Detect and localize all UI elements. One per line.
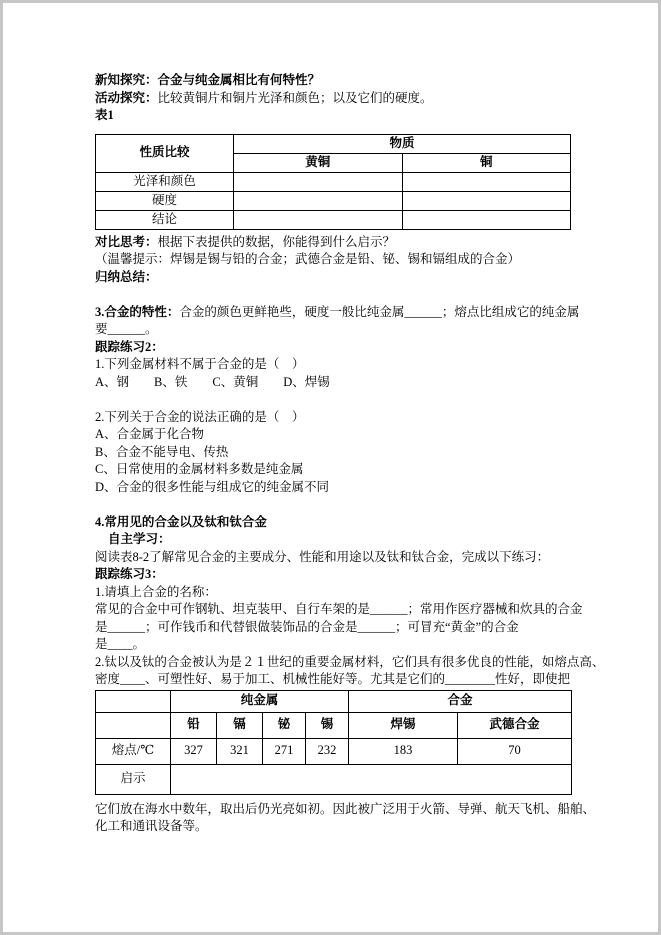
question-1-options: A、钢 B、铁 C、黄铜 D、焊锡 (95, 374, 330, 389)
summary-heading: 归纳总结： (95, 269, 158, 284)
empty-cell (96, 690, 171, 712)
table-property-compare (95, 134, 571, 230)
paragraph-alloy-feature-line2: 要______。 (95, 322, 158, 336)
new-knowledge-label: 新知探究： (95, 73, 158, 87)
blank-line (95, 496, 575, 514)
empty-cell (402, 210, 571, 229)
question-2-option-a: A、合金属于化合物 (95, 427, 205, 441)
empty-cell (171, 764, 572, 794)
empty-cell (402, 191, 571, 210)
practice3-heading: 跟踪练习3： (95, 567, 164, 581)
table2-group-alloy: 合金 (349, 690, 572, 712)
paragraph-reading: 阅读表8-2了解常见合金的主要成分、性能和用途以及钛和钛合金，完成以下练习： (95, 549, 550, 564)
table2-col-bismuth: 铋 (263, 712, 306, 738)
empty-cell (234, 191, 403, 210)
paragraph-activity (95, 90, 575, 108)
paragraph-hint: （温馨提示：焊锡是锡与铅的合金；武德合金是铅、铋、锡和镉组成的合金） (95, 252, 521, 266)
question-2-option-b: B、合金不能导电、传热 (95, 444, 229, 459)
table2-col-woods-alloy: 武德合金 (458, 712, 572, 738)
paragraph-compare-think (95, 234, 575, 252)
table1-row-label-luster: 光泽和颜色 (96, 172, 234, 191)
melting-value-bismuth: 271 (263, 738, 306, 764)
table2-row-label-insight: 启示 (96, 764, 171, 794)
paragraph-new-knowledge (95, 72, 575, 90)
table2-col-tin: 锡 (306, 712, 349, 738)
table-melting-points (95, 690, 572, 795)
table1-caption: 表1 (95, 108, 114, 122)
table-row (96, 191, 571, 210)
blank-line (95, 391, 575, 409)
document-body (95, 72, 605, 836)
tail-line1: 它们放在海水中数年，取出后仍光亮如初。因此被广泛用于火箭、导弹、航天飞机、船舶、 (95, 801, 596, 816)
melting-value-solder: 183 (349, 738, 458, 764)
table-row (96, 210, 571, 229)
empty-cell (234, 210, 403, 229)
fill-in-line2: 是______；可作钱币和代替银做装饰品的合金是______；可冒充“黄金”的合金 (95, 619, 519, 634)
compare-think-label: 对比思考： (95, 234, 158, 249)
alloy-feature-text1: 合金的颜色更鲜艳些，硬度一般比纯金属______；熔点比组成它的纯金属 (179, 304, 580, 319)
question-2-option-c: C、日常使用的金属材料多数是纯金属 (95, 462, 304, 476)
fill-in-line1: 常见的合金中可作钢轨、坦克装甲、自行车架的是______；常用作医疗器械和炊具的合金 (95, 602, 583, 616)
question-2-option-d: D、合金的很多性能与组成它的纯金属不同 (95, 479, 330, 494)
melting-value-lead: 327 (171, 738, 217, 764)
new-knowledge-text: 合金与纯金属相比有何特性？ (157, 73, 321, 87)
table2-row-label-melting: 熔点/℃ (96, 738, 171, 764)
self-study-heading: 自主学习： (108, 532, 171, 546)
table2-col-cadmium: 镉 (217, 712, 263, 738)
alloy-feature-label: 3.合金的特性： (95, 304, 180, 319)
fill-in-title: 1.请填上合金的名称： (95, 584, 217, 599)
titanium-line1: 2.钛以及钛的合金被认为是２１世纪的重要金属材料，它们具有很多优良的性能，如熔点高、 (95, 654, 605, 669)
paragraph-alloy-feature-line1 (95, 304, 580, 322)
table-row (96, 764, 572, 794)
table2-group-pure-metal: 纯金属 (171, 690, 349, 712)
table2-col-solder: 焊锡 (349, 712, 458, 738)
blank-line (95, 286, 575, 304)
activity-text: 比较黄铜片和铜片光泽和颜色；以及它们的硬度。 (157, 90, 433, 105)
melting-value-cadmium: 321 (217, 738, 263, 764)
table2-col-lead: 铅 (171, 712, 217, 738)
empty-cell (234, 172, 403, 191)
compare-think-text: 根据下表提供的数据，你能得到什么启示？ (157, 234, 396, 249)
table1-corner-cell: 性质比较 (96, 134, 234, 172)
practice2-heading: 跟踪练习2： (95, 339, 164, 354)
question-2: 2.下列关于合金的说法正确的是（ ） (95, 409, 305, 424)
melting-value-woods-alloy: 70 (458, 738, 572, 764)
table1-row-label-conclusion: 结论 (96, 210, 234, 229)
activity-label: 活动探究： (95, 90, 158, 105)
empty-cell (96, 712, 171, 738)
table-row (96, 172, 571, 191)
table1-col-brass: 黄铜 (234, 153, 403, 172)
section4-heading: 4.常用见的合金以及钛和钛合金 (95, 514, 267, 529)
table1-col-copper: 铜 (402, 153, 571, 172)
table1-row-label-hardness: 硬度 (96, 191, 234, 210)
table1-group-header: 物质 (234, 134, 571, 153)
table-row (96, 738, 572, 764)
empty-cell (402, 172, 571, 191)
titanium-line2: 密度____、可塑性好、易于加工、机械性能好等。尤其是它们的________性好，即使把 (95, 672, 571, 686)
tail-line2: 化工和通讯设备等。 (95, 819, 208, 833)
question-1: 1.下列金属材料不属于合金的是（ ） (95, 357, 305, 371)
fill-in-line3: 是____。 (95, 637, 146, 651)
melting-value-tin: 232 (306, 738, 349, 764)
